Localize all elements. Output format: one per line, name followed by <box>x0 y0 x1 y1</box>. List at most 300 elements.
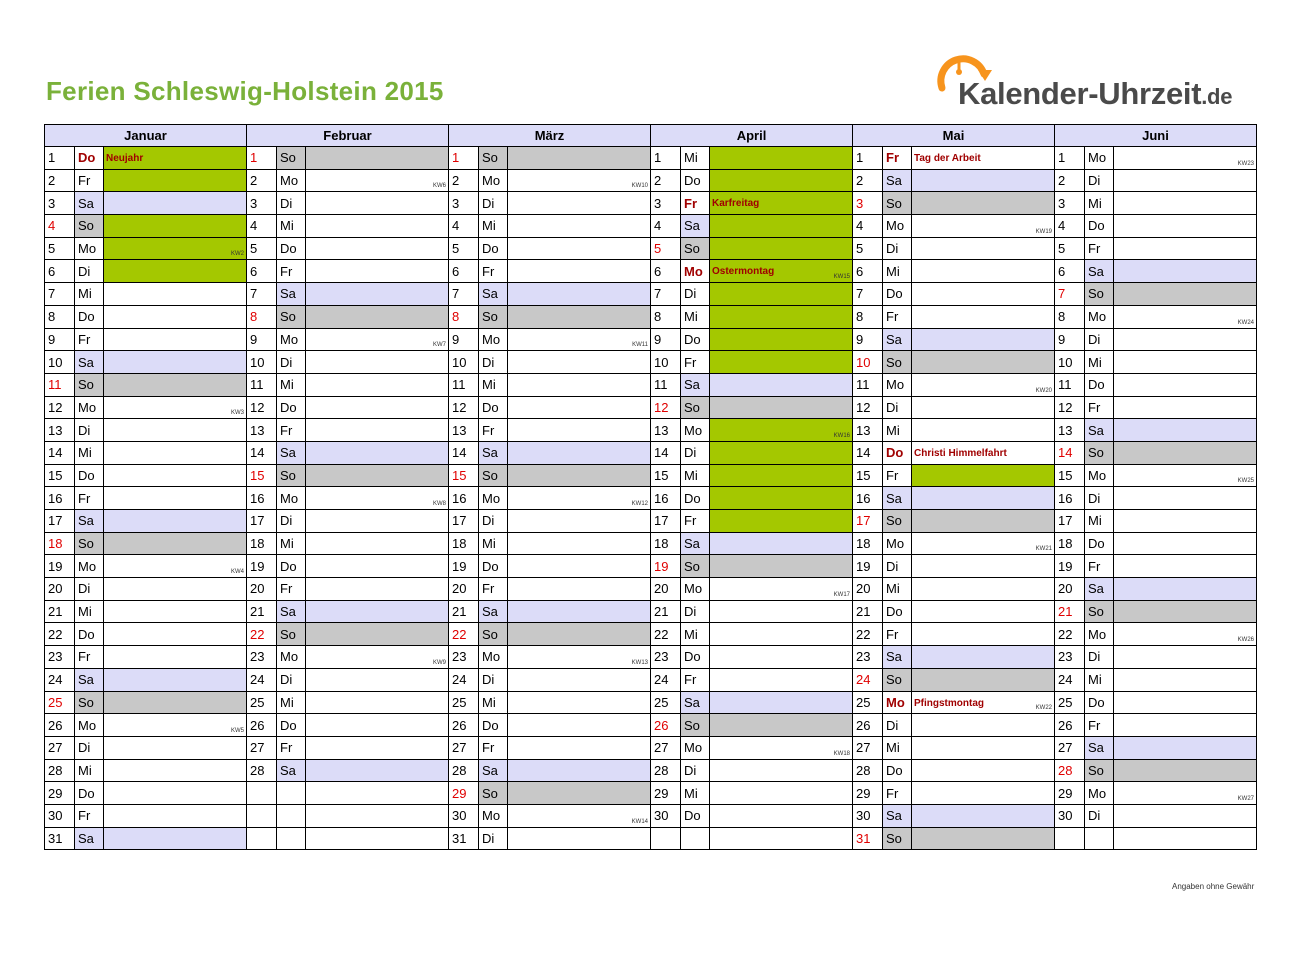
day-number: 3 <box>45 192 75 215</box>
weekday: Mo <box>1085 782 1114 805</box>
day-entry[interactable] <box>508 373 651 396</box>
weekday: Fr <box>479 578 508 601</box>
day-entry[interactable] <box>306 396 449 419</box>
day-entry[interactable] <box>508 691 651 714</box>
day-number: 11 <box>449 373 479 396</box>
day-entry[interactable] <box>912 555 1055 578</box>
day-entry[interactable] <box>508 827 651 850</box>
weekday: Do <box>883 283 912 306</box>
day-entry[interactable] <box>104 169 247 192</box>
weekday: Di <box>75 736 104 759</box>
day-entry[interactable] <box>508 328 651 351</box>
day-entry[interactable] <box>104 691 247 714</box>
day-number: 11 <box>247 373 277 396</box>
day-entry[interactable] <box>1114 192 1257 215</box>
day-entry[interactable] <box>912 668 1055 691</box>
week-number: KW13 <box>631 659 648 666</box>
day-entry[interactable] <box>104 555 247 578</box>
weekday: Di <box>479 510 508 533</box>
day-number: 1 <box>651 147 681 170</box>
day-entry[interactable] <box>306 804 449 827</box>
day-entry[interactable] <box>1114 237 1257 260</box>
week-number: KW24 <box>1237 319 1254 326</box>
day-entry[interactable] <box>306 532 449 555</box>
day-entry[interactable] <box>508 623 651 646</box>
day-number: 10 <box>449 351 479 374</box>
day-entry[interactable] <box>912 283 1055 306</box>
day-number: 7 <box>651 283 681 306</box>
day-entry[interactable] <box>912 441 1055 464</box>
day-entry[interactable] <box>1114 373 1257 396</box>
weekday: Sa <box>479 283 508 306</box>
weekday: Do <box>479 237 508 260</box>
day-entry[interactable] <box>306 691 449 714</box>
day-entry[interactable] <box>1114 532 1257 555</box>
day-entry[interactable] <box>508 555 651 578</box>
day-entry[interactable] <box>104 351 247 374</box>
day-entry[interactable] <box>1114 487 1257 510</box>
weekday: Do <box>277 555 306 578</box>
day-entry[interactable] <box>508 804 651 827</box>
day-entry[interactable] <box>912 147 1055 170</box>
day-entry[interactable] <box>104 464 247 487</box>
weekday: Mo <box>883 691 912 714</box>
day-entry[interactable] <box>710 328 853 351</box>
day-entry[interactable] <box>912 804 1055 827</box>
day-number: 14 <box>45 441 75 464</box>
weekday: Mo <box>681 578 710 601</box>
day-number: 7 <box>449 283 479 306</box>
day-row <box>45 668 1257 691</box>
week-number: KW19 <box>1035 228 1052 235</box>
day-entry[interactable] <box>710 714 853 737</box>
weekday: Mo <box>75 714 104 737</box>
day-number: 23 <box>853 646 883 669</box>
day-entry[interactable] <box>1114 419 1257 442</box>
week-number: KW6 <box>432 183 446 190</box>
day-entry[interactable] <box>508 351 651 374</box>
day-entry[interactable] <box>1114 782 1257 805</box>
day-entry[interactable] <box>306 351 449 374</box>
day-row <box>45 192 1257 215</box>
day-entry[interactable] <box>1114 441 1257 464</box>
day-entry[interactable] <box>104 759 247 782</box>
day-entry[interactable] <box>912 736 1055 759</box>
day-entry[interactable] <box>710 351 853 374</box>
day-entry[interactable] <box>306 600 449 623</box>
weekday: Mo <box>75 555 104 578</box>
day-entry[interactable] <box>912 192 1055 215</box>
day-entry[interactable] <box>104 532 247 555</box>
day-entry[interactable] <box>912 578 1055 601</box>
day-entry[interactable] <box>710 623 853 646</box>
day-number: 8 <box>449 305 479 328</box>
day-entry[interactable] <box>710 487 853 510</box>
weekday: Mo <box>75 237 104 260</box>
day-entry[interactable] <box>104 215 247 238</box>
day-entry[interactable] <box>912 827 1055 850</box>
day-number: 17 <box>1055 510 1085 533</box>
day-number: 20 <box>651 578 681 601</box>
day-entry[interactable] <box>508 668 651 691</box>
day-entry[interactable] <box>710 215 853 238</box>
day-entry[interactable] <box>508 237 651 260</box>
day-entry[interactable] <box>710 691 853 714</box>
day-number: 3 <box>1055 192 1085 215</box>
day-entry[interactable] <box>508 510 651 533</box>
day-entry[interactable] <box>1114 305 1257 328</box>
day-number: 23 <box>45 646 75 669</box>
day-entry[interactable] <box>710 736 853 759</box>
day-entry[interactable] <box>104 419 247 442</box>
day-row <box>45 804 1257 827</box>
day-entry[interactable] <box>912 419 1055 442</box>
day-row <box>45 578 1257 601</box>
day-entry[interactable] <box>912 487 1055 510</box>
day-entry[interactable] <box>306 328 449 351</box>
day-entry[interactable] <box>104 782 247 805</box>
day-entry[interactable] <box>710 169 853 192</box>
day-entry[interactable] <box>306 827 449 850</box>
day-number: 26 <box>853 714 883 737</box>
day-entry[interactable] <box>508 419 651 442</box>
day-entry[interactable] <box>1114 215 1257 238</box>
day-entry[interactable] <box>710 260 853 283</box>
day-number: 24 <box>45 668 75 691</box>
day-entry[interactable] <box>912 351 1055 374</box>
day-number: 9 <box>45 328 75 351</box>
day-entry[interactable] <box>104 578 247 601</box>
weekday: So <box>883 668 912 691</box>
holiday-name: Ostermontag <box>712 266 775 278</box>
day-entry[interactable] <box>1114 283 1257 306</box>
day-entry[interactable] <box>710 782 853 805</box>
day-entry[interactable] <box>1114 328 1257 351</box>
day-entry[interactable] <box>306 555 449 578</box>
day-number: 13 <box>853 419 883 442</box>
holiday-name: Neujahr <box>106 153 144 164</box>
day-entry[interactable] <box>710 600 853 623</box>
weekday: Mi <box>883 578 912 601</box>
day-entry[interactable] <box>306 441 449 464</box>
day-number: 13 <box>247 419 277 442</box>
day-entry[interactable] <box>306 736 449 759</box>
day-entry[interactable] <box>710 510 853 533</box>
day-entry[interactable] <box>306 578 449 601</box>
day-entry[interactable] <box>710 578 853 601</box>
day-entry[interactable] <box>508 464 651 487</box>
week-number: KW4 <box>230 569 244 576</box>
day-entry[interactable] <box>710 147 853 170</box>
day-entry[interactable] <box>104 147 247 170</box>
day-number: 28 <box>45 759 75 782</box>
weekday: Mi <box>681 782 710 805</box>
day-entry[interactable] <box>1114 736 1257 759</box>
day-entry[interactable] <box>104 600 247 623</box>
day-entry[interactable] <box>306 464 449 487</box>
day-entry[interactable] <box>912 328 1055 351</box>
week-number: KW7 <box>432 342 446 349</box>
day-entry[interactable] <box>508 396 651 419</box>
day-entry[interactable] <box>1114 691 1257 714</box>
day-number: 3 <box>651 192 681 215</box>
day-number: 10 <box>247 351 277 374</box>
day-entry[interactable] <box>306 646 449 669</box>
day-number: 25 <box>853 691 883 714</box>
weekday: Mi <box>75 283 104 306</box>
day-entry[interactable] <box>1114 578 1257 601</box>
day-entry[interactable] <box>306 623 449 646</box>
day-entry[interactable] <box>508 578 651 601</box>
day-number: 5 <box>1055 237 1085 260</box>
day-entry[interactable] <box>710 305 853 328</box>
day-entry[interactable] <box>912 532 1055 555</box>
day-entry[interactable] <box>306 260 449 283</box>
day-entry[interactable] <box>1114 623 1257 646</box>
day-entry[interactable] <box>912 600 1055 623</box>
month-header-4: Mai <box>853 125 1055 147</box>
day-number: 6 <box>853 260 883 283</box>
day-entry[interactable] <box>508 260 651 283</box>
day-entry[interactable] <box>508 646 651 669</box>
day-number: 15 <box>853 464 883 487</box>
day-entry[interactable] <box>710 396 853 419</box>
week-number: KW3 <box>230 410 244 417</box>
day-entry[interactable] <box>104 827 247 850</box>
day-entry[interactable] <box>104 305 247 328</box>
day-entry[interactable] <box>912 169 1055 192</box>
day-entry[interactable] <box>104 646 247 669</box>
day-entry[interactable] <box>104 283 247 306</box>
day-entry[interactable] <box>912 237 1055 260</box>
day-entry[interactable] <box>912 305 1055 328</box>
weekday: Mi <box>1085 668 1114 691</box>
weekday: Di <box>1085 487 1114 510</box>
day-entry[interactable] <box>710 827 853 850</box>
day-entry[interactable] <box>710 668 853 691</box>
weekday: Fr <box>75 328 104 351</box>
day-entry[interactable] <box>508 192 651 215</box>
weekday: Do <box>681 804 710 827</box>
weekday: So <box>681 237 710 260</box>
day-entry[interactable] <box>306 373 449 396</box>
day-entry[interactable] <box>306 510 449 533</box>
day-entry[interactable] <box>306 169 449 192</box>
weekday: Mo <box>883 215 912 238</box>
day-entry[interactable] <box>104 668 247 691</box>
day-entry[interactable] <box>508 147 651 170</box>
day-entry[interactable] <box>508 714 651 737</box>
day-entry[interactable] <box>104 804 247 827</box>
day-number: 22 <box>45 623 75 646</box>
week-number: KW20 <box>1035 387 1052 394</box>
weekday: Mo <box>681 419 710 442</box>
day-entry[interactable] <box>1114 600 1257 623</box>
weekday: Do <box>1085 215 1114 238</box>
day-entry[interactable] <box>104 260 247 283</box>
day-row <box>45 260 1257 283</box>
weekday: Do <box>75 623 104 646</box>
weekday <box>277 782 306 805</box>
weekday: Di <box>1085 169 1114 192</box>
day-entry[interactable] <box>912 373 1055 396</box>
day-entry[interactable] <box>306 759 449 782</box>
month-header-row <box>45 125 1257 147</box>
week-number: KW11 <box>632 342 648 349</box>
day-entry[interactable] <box>1114 827 1257 850</box>
weekday: Do <box>883 759 912 782</box>
day-entry[interactable] <box>710 646 853 669</box>
day-entry[interactable] <box>912 396 1055 419</box>
day-entry[interactable] <box>306 714 449 737</box>
day-number: 16 <box>853 487 883 510</box>
day-entry[interactable] <box>508 782 651 805</box>
day-entry[interactable] <box>1114 714 1257 737</box>
day-entry[interactable] <box>710 192 853 215</box>
day-entry[interactable] <box>1114 260 1257 283</box>
day-entry[interactable] <box>1114 147 1257 170</box>
day-entry[interactable] <box>104 714 247 737</box>
weekday: So <box>277 623 306 646</box>
day-entry[interactable] <box>104 623 247 646</box>
day-entry[interactable] <box>710 532 853 555</box>
day-entry[interactable] <box>710 464 853 487</box>
day-number: 13 <box>651 419 681 442</box>
day-entry[interactable] <box>104 396 247 419</box>
day-entry[interactable] <box>508 283 651 306</box>
day-entry[interactable] <box>306 668 449 691</box>
day-entry[interactable] <box>912 260 1055 283</box>
day-entry[interactable] <box>306 147 449 170</box>
page-title: Ferien Schleswig-Holstein 2015 <box>46 76 444 106</box>
weekday: So <box>479 623 508 646</box>
day-number: 2 <box>1055 169 1085 192</box>
day-number <box>247 782 277 805</box>
day-number: 18 <box>45 532 75 555</box>
weekday: Mi <box>1085 510 1114 533</box>
day-entry[interactable] <box>104 237 247 260</box>
disclaimer: Angaben ohne Gewähr <box>1172 882 1255 891</box>
day-entry[interactable] <box>912 510 1055 533</box>
day-entry[interactable] <box>306 192 449 215</box>
day-entry[interactable] <box>508 215 651 238</box>
day-row <box>45 283 1257 306</box>
weekday: Sa <box>883 328 912 351</box>
day-entry[interactable] <box>104 373 247 396</box>
day-entry[interactable] <box>104 192 247 215</box>
day-entry[interactable] <box>104 328 247 351</box>
day-entry[interactable] <box>104 441 247 464</box>
weekday: Mo <box>277 646 306 669</box>
day-entry[interactable] <box>508 169 651 192</box>
weekday: Di <box>681 759 710 782</box>
day-entry[interactable] <box>912 464 1055 487</box>
day-entry[interactable] <box>710 441 853 464</box>
day-entry[interactable] <box>912 782 1055 805</box>
day-entry[interactable] <box>104 487 247 510</box>
day-entry[interactable] <box>306 283 449 306</box>
day-number: 25 <box>45 691 75 714</box>
day-number: 3 <box>247 192 277 215</box>
day-entry[interactable] <box>710 373 853 396</box>
day-number: 8 <box>45 305 75 328</box>
day-number: 7 <box>853 283 883 306</box>
week-number: KW18 <box>833 750 850 757</box>
day-entry[interactable] <box>306 305 449 328</box>
day-number: 23 <box>1055 646 1085 669</box>
day-entry[interactable] <box>1114 169 1257 192</box>
day-entry[interactable] <box>306 782 449 805</box>
day-entry[interactable] <box>912 623 1055 646</box>
day-entry[interactable] <box>912 646 1055 669</box>
day-entry[interactable] <box>1114 555 1257 578</box>
day-entry[interactable] <box>1114 351 1257 374</box>
day-entry[interactable] <box>508 305 651 328</box>
day-entry[interactable] <box>306 419 449 442</box>
day-number: 6 <box>247 260 277 283</box>
day-entry[interactable] <box>710 237 853 260</box>
day-row <box>45 691 1257 714</box>
day-number: 8 <box>853 305 883 328</box>
week-number: KW27 <box>1237 795 1254 802</box>
weekday: Mo <box>479 169 508 192</box>
day-entry[interactable] <box>1114 396 1257 419</box>
day-number: 1 <box>853 147 883 170</box>
weekday: Sa <box>479 759 508 782</box>
weekday: Di <box>277 510 306 533</box>
day-entry[interactable] <box>1114 646 1257 669</box>
day-entry[interactable] <box>1114 510 1257 533</box>
week-number: KW8 <box>432 501 446 507</box>
day-entry[interactable] <box>306 215 449 238</box>
day-entry[interactable] <box>508 736 651 759</box>
day-entry[interactable] <box>508 759 651 782</box>
day-entry[interactable] <box>710 419 853 442</box>
day-entry[interactable] <box>104 736 247 759</box>
day-entry[interactable] <box>508 600 651 623</box>
day-entry[interactable] <box>1114 804 1257 827</box>
day-entry[interactable] <box>508 532 651 555</box>
day-entry[interactable] <box>912 215 1055 238</box>
day-number: 5 <box>853 237 883 260</box>
day-entry[interactable] <box>1114 464 1257 487</box>
day-number: 25 <box>247 691 277 714</box>
weekday: Do <box>75 305 104 328</box>
day-number: 12 <box>853 396 883 419</box>
day-entry[interactable] <box>710 555 853 578</box>
day-entry[interactable] <box>104 510 247 533</box>
day-entry[interactable] <box>508 441 651 464</box>
day-entry[interactable] <box>1114 668 1257 691</box>
day-entry[interactable] <box>306 487 449 510</box>
day-number: 19 <box>1055 555 1085 578</box>
day-number: 1 <box>449 147 479 170</box>
day-entry[interactable] <box>710 283 853 306</box>
weekday: Sa <box>1085 419 1114 442</box>
kalender-uhrzeit-logo[interactable] <box>922 44 1252 110</box>
day-entry[interactable] <box>710 804 853 827</box>
day-number: 6 <box>45 260 75 283</box>
day-entry[interactable] <box>306 237 449 260</box>
day-entry[interactable] <box>912 691 1055 714</box>
day-entry[interactable] <box>710 759 853 782</box>
day-entry[interactable] <box>912 714 1055 737</box>
day-entry[interactable] <box>912 759 1055 782</box>
weekday: Di <box>681 283 710 306</box>
day-entry[interactable] <box>1114 759 1257 782</box>
weekday: Di <box>479 668 508 691</box>
day-entry[interactable] <box>508 487 651 510</box>
